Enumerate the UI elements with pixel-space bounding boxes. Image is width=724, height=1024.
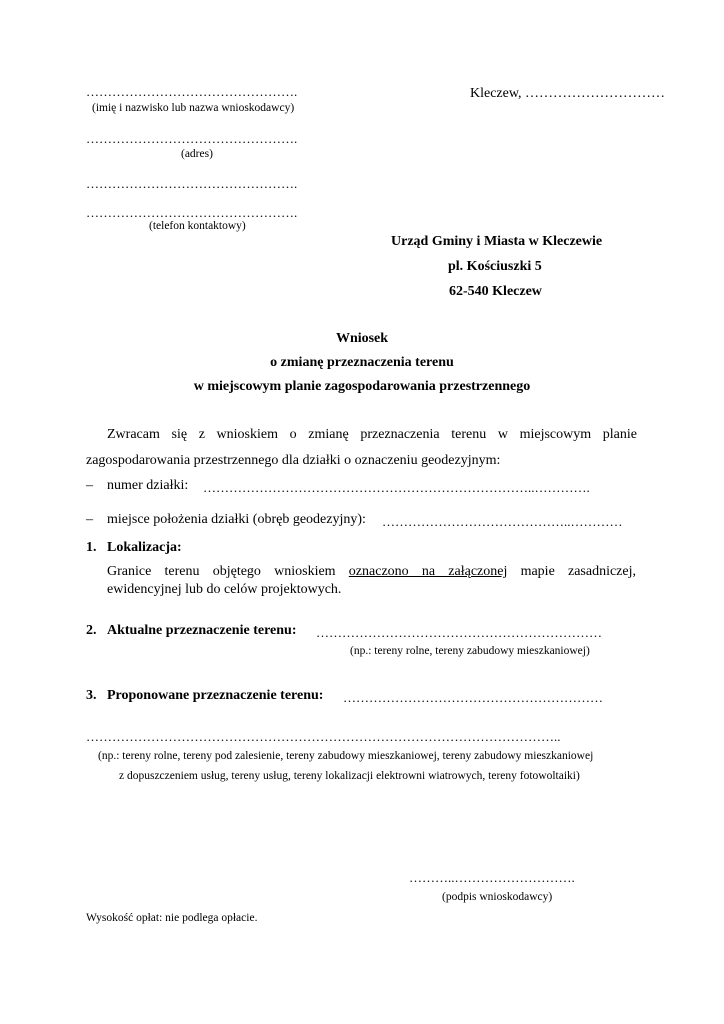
- fee-note: Wysokość opłat: nie podlega opłacie.: [86, 912, 258, 924]
- section-2-hint: (np.: tereny rolne, tereny zabudowy mieszkaniowej): [350, 645, 590, 657]
- plot-number-field: …………………………………………………………………..………….: [203, 480, 590, 495]
- section-3-number: 3.: [86, 688, 97, 703]
- applicant-name-caption: (imię i nazwisko lub nazwa wnioskodawcy): [92, 102, 295, 114]
- applicant-address-field: ………………………………………….: [86, 131, 298, 146]
- section-1-text-underlined: oznaczono na załączonej: [348, 564, 508, 579]
- section-3-hint-2: z dopuszczeniem usług, tereny usług, tereny lokalizacji elektrowni wiatrowych, tereny fotowoltaiki): [119, 770, 580, 782]
- recipient-office: Urząd Gminy i Miasta w Kleczewie: [391, 234, 603, 249]
- intro-line-1: Zwracam się z wnioskiem o zmianę przeznaczenia terenu w miejscowym planie: [107, 427, 637, 442]
- section-2-field: …………………………………………………………: [316, 625, 602, 640]
- document-title: Wniosek: [335, 331, 389, 346]
- place-date: Kleczew, …………………………: [470, 86, 666, 101]
- section-2-number: 2.: [86, 623, 97, 638]
- applicant-address-caption: (adres): [181, 148, 213, 160]
- plot-location-field: ……………………………………..…………: [382, 514, 623, 529]
- document-subtitle-2: w miejscowym planie zagospodarowania przestrzennego: [193, 379, 531, 394]
- applicant-phone-field: ………………………………………….: [86, 205, 298, 220]
- recipient-postcode: 62-540 Kleczew: [449, 284, 542, 299]
- applicant-name-field: ………………………………………….: [86, 84, 298, 99]
- section-1-text: [107, 564, 636, 580]
- section-3-hint-1: (np.: tereny rolne, tereny pod zalesienie, tereny zabudowy mieszkaniowej, tereny zabudowy mieszkaniowej: [98, 750, 594, 762]
- section-1-heading: Lokalizacja:: [107, 540, 182, 555]
- section-1-text-after: mapie zasadniczej,: [507, 564, 637, 579]
- section-3-full-line: ………………………………………………………………………………………………..: [86, 729, 561, 744]
- section-2-heading: Aktualne przeznaczenie terenu:: [107, 623, 297, 638]
- recipient-street: pl. Kościuszki 5: [448, 259, 542, 274]
- applicant-phone-caption: (telefon kontaktowy): [149, 220, 246, 232]
- section-3-field: ……………………………………………………: [343, 690, 603, 705]
- bullet-dash: –: [86, 478, 93, 493]
- signature-caption: (podpis wnioskodawcy): [442, 891, 553, 903]
- applicant-address2-field: ………………………………………….: [86, 176, 298, 191]
- plot-number-label: numer działki:: [107, 478, 189, 493]
- bullet-dash: –: [86, 512, 93, 527]
- intro-line-2: zagospodarowania przestrzennego dla działki o oznaczeniu geodezyjnym:: [86, 453, 501, 468]
- section-1-text-before: Granice terenu objętego wnioskiem: [107, 564, 349, 579]
- section-1-number: 1.: [86, 540, 97, 555]
- section-3-heading: Proponowane przeznaczenie terenu:: [107, 688, 324, 703]
- section-1-text-line-2: ewidencyjnej lub do celów projektowych.: [107, 582, 342, 597]
- document-subtitle-1: o zmianę przeznaczenia terenu: [270, 355, 454, 370]
- plot-location-label: miejsce położenia działki (obręb geodezyjny):: [107, 512, 366, 527]
- signature-field: ………..……………………….: [409, 870, 575, 885]
